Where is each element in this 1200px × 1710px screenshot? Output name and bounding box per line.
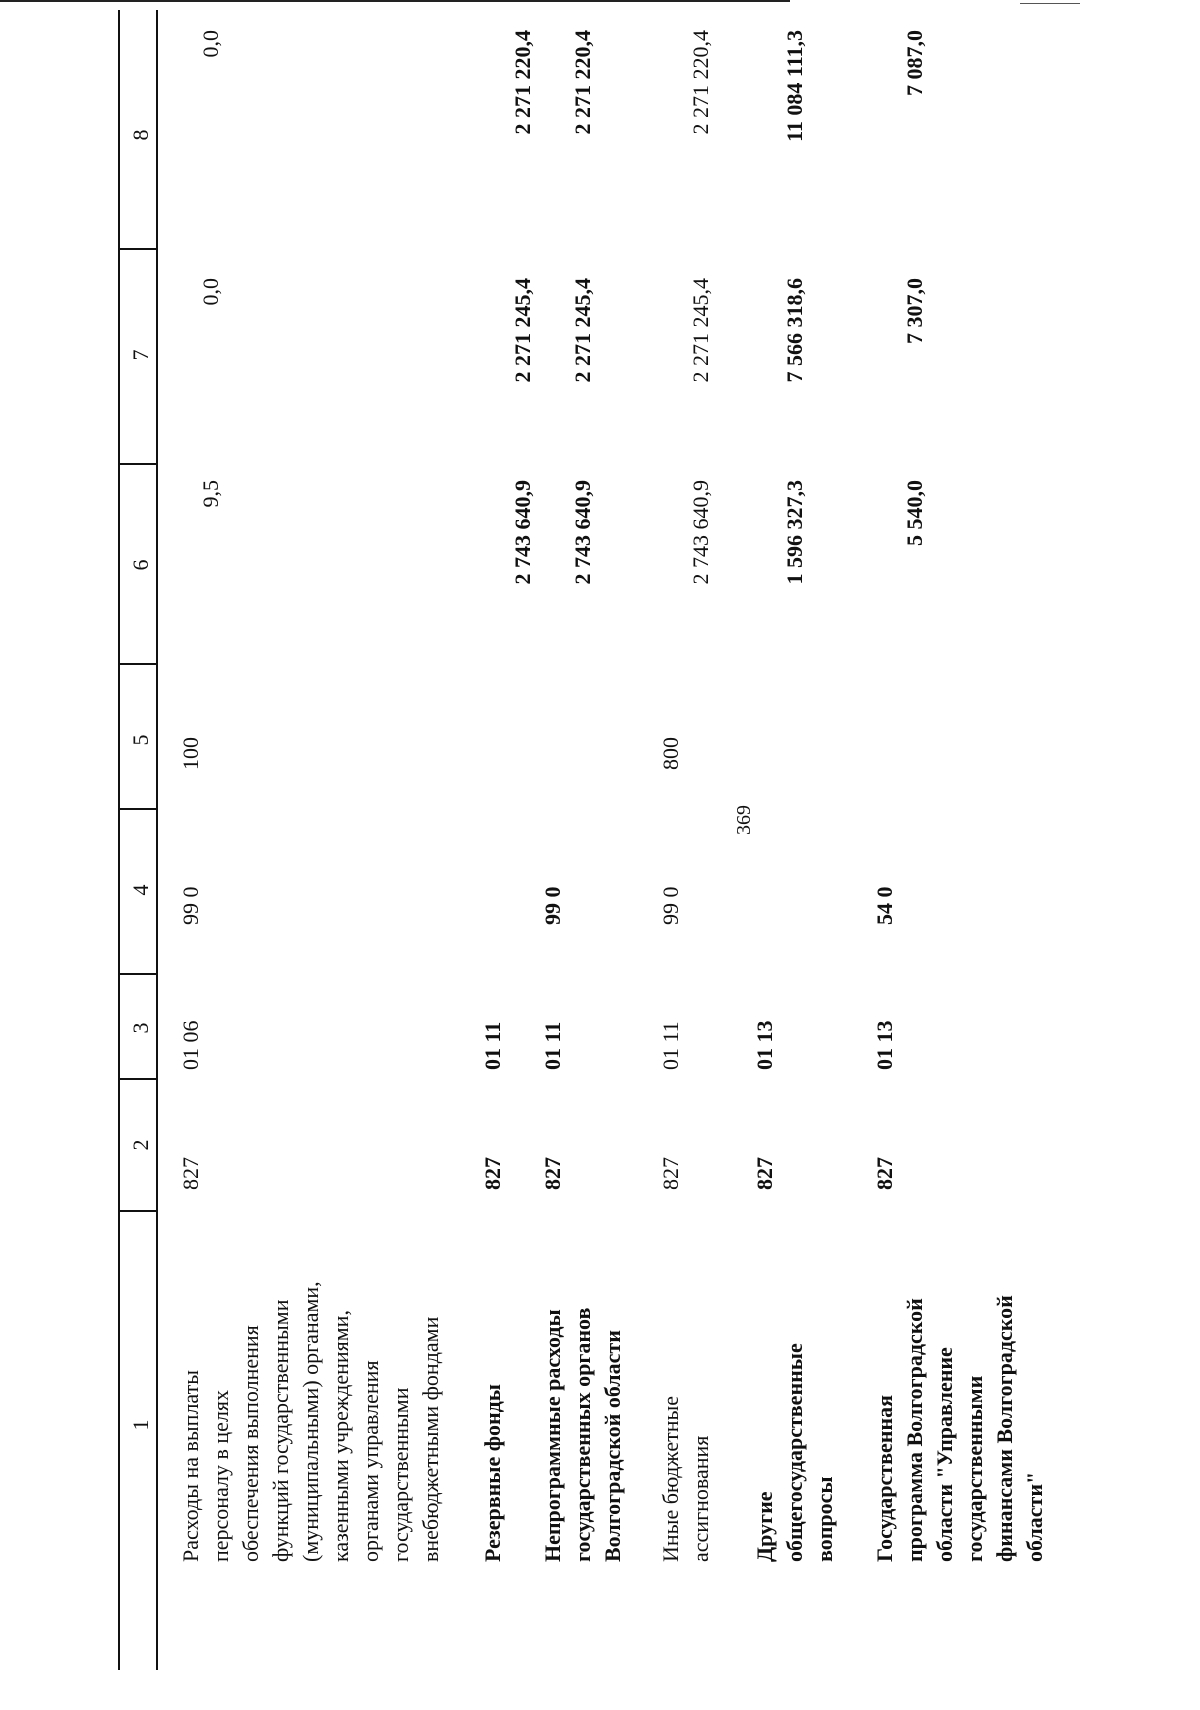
cell-value-6: 1 596 327,3 xyxy=(782,480,807,585)
cell-value-7: 7 566 318,6 xyxy=(782,278,807,383)
cell-value-6: 2 743 640,9 xyxy=(510,480,535,585)
cell-code-2: 827 xyxy=(540,1157,565,1190)
row-label-line: общегосударственные xyxy=(782,1343,807,1562)
row-label-line: органами управления xyxy=(358,1360,383,1562)
col-divider xyxy=(118,1079,156,1081)
cell-value-8: 11 084 111,3 xyxy=(782,30,807,142)
row-label-line: внебюджетными фондами xyxy=(418,1316,443,1562)
col-divider xyxy=(118,664,156,666)
col-divider xyxy=(118,464,156,466)
cell-code-2: 827 xyxy=(752,1157,777,1190)
column-number-3: 3 xyxy=(128,1022,153,1034)
cell-value-8: 2 271 220,4 xyxy=(570,30,595,135)
cell-code-2: 827 xyxy=(480,1157,505,1190)
row-label-line: Резервные фонды xyxy=(480,1384,505,1562)
row-label-line: области" xyxy=(1022,1471,1047,1562)
cell-value-7: 2 271 245,4 xyxy=(570,278,595,383)
cell-code-3: 01 13 xyxy=(872,1020,897,1070)
row-label xyxy=(538,1222,628,1562)
row-label-line: государственными xyxy=(388,1387,413,1562)
column-number-6: 6 xyxy=(128,559,153,571)
row-label xyxy=(656,1222,716,1562)
column-number-8: 8 xyxy=(128,129,153,141)
row-label-line: функций государственными xyxy=(268,1299,293,1562)
cell-value-7: 0,0 xyxy=(198,278,223,306)
col-divider xyxy=(118,249,156,251)
column-number-1: 1 xyxy=(128,1419,153,1431)
cell-code-2: 827 xyxy=(658,1157,683,1190)
row-label-line: области "Управление xyxy=(932,1347,957,1562)
cell-code-4: 54 0 xyxy=(872,886,897,925)
cell-value-6: 5 540,0 xyxy=(902,480,927,546)
row-label-line: обеспечения выполнения xyxy=(238,1325,263,1562)
cell-value-7: 7 307,0 xyxy=(902,278,927,344)
row-label-line: (муниципальными) органами, xyxy=(298,1281,323,1562)
page-number: 369 xyxy=(733,805,755,835)
column-number-7: 7 xyxy=(128,349,153,361)
cell-value-8: 7 087,0 xyxy=(902,30,927,96)
cell-code-3: 01 13 xyxy=(752,1020,777,1070)
cell-code-5: 100 xyxy=(178,737,203,770)
cell-code-2: 827 xyxy=(872,1157,897,1190)
row-label-line: программа Волгоградской xyxy=(902,1298,927,1562)
cell-value-6: 9,5 xyxy=(198,480,223,508)
row-label xyxy=(478,1222,508,1562)
row-label-line: Другие xyxy=(752,1491,777,1562)
cell-value-7: 2 271 245,4 xyxy=(510,278,535,383)
column-number-4: 4 xyxy=(128,884,153,896)
row-label-line: финансами Волгоградской xyxy=(992,1295,1017,1562)
row-label-line: Непрограммные расходы xyxy=(540,1309,565,1562)
cell-code-4: 99 0 xyxy=(540,886,565,925)
cell-code-3: 01 11 xyxy=(540,1021,565,1070)
header-bottom-rule xyxy=(156,10,158,1670)
row-label xyxy=(750,1222,840,1562)
cell-code-2: 827 xyxy=(178,1157,203,1190)
cell-code-5: 800 xyxy=(658,737,683,770)
cell-value-8: 0,0 xyxy=(198,30,223,58)
row-label-line: Расходы на выплаты xyxy=(178,1369,203,1562)
col-divider xyxy=(118,809,156,811)
cell-code-3: 01 11 xyxy=(480,1021,505,1070)
row-label-line: государственных органов xyxy=(570,1307,595,1562)
header-top-rule xyxy=(118,10,120,1670)
row-label-line: казенными учреждениями, xyxy=(328,1310,353,1562)
cell-value-6: 2 743 640,9 xyxy=(688,480,713,585)
column-number-2: 2 xyxy=(128,1139,153,1151)
col-divider xyxy=(118,974,156,976)
cell-value-7: 2 271 245,4 xyxy=(688,278,713,383)
row-label-line: Государственная xyxy=(872,1395,897,1562)
cell-value-8: 2 271 220,4 xyxy=(688,30,713,135)
cell-value-6: 2 743 640,9 xyxy=(570,480,595,585)
cell-code-4: 99 0 xyxy=(178,886,203,925)
cell-code-3: 01 06 xyxy=(178,1020,203,1070)
row-label-line: персоналу в целях xyxy=(208,1389,233,1562)
cell-value-8: 2 271 220,4 xyxy=(510,30,535,135)
cell-code-3: 01 11 xyxy=(658,1021,683,1070)
row-label-line: ассигнования xyxy=(688,1435,713,1562)
row-label-line: Волгоградской области xyxy=(600,1330,625,1562)
row-label-line: государственными xyxy=(962,1375,987,1562)
cell-code-4: 99 0 xyxy=(658,886,683,925)
row-label xyxy=(176,1222,446,1562)
col-divider xyxy=(118,1211,156,1213)
row-label-line: вопросы xyxy=(812,1476,837,1562)
column-number-5: 5 xyxy=(128,734,153,746)
row-label-line: Иные бюджетные xyxy=(658,1395,683,1562)
row-label xyxy=(870,1222,1050,1562)
